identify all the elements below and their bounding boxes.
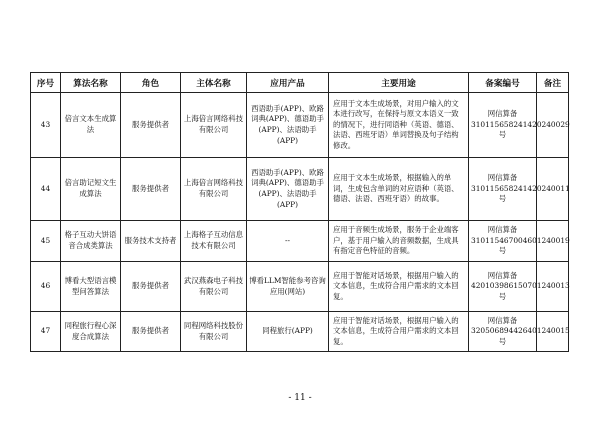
cell-filing-no: 网信算备420103986150701240013号 [469,262,537,312]
cell-product: -- [247,221,329,262]
cell-filing-no: 网信算备310115658241420240011号 [469,158,537,221]
cell-entity: 上海倍言网络科技有限公司 [181,158,247,221]
cell-role: 服务提供者 [121,158,181,221]
header-usage: 主要用途 [329,73,469,93]
cell-role: 服务技术支持者 [121,221,181,262]
header-product: 应用产品 [247,73,329,93]
cell-seq: 44 [31,158,61,221]
cell-role: 服务提供者 [121,93,181,158]
page-number: - 11 - [288,393,312,403]
cell-seq: 43 [31,93,61,158]
table-row [31,221,569,262]
header-entity: 主体名称 [181,73,247,93]
cell-usage: 应用于音频生成场景，服务于企业端客户，基于用户输入的音频数据，生成具有指定音色特征的音频。 [329,221,469,262]
table-row [31,312,569,352]
cell-filing-no: 网信算备310115467004601240019号 [469,221,537,262]
cell-algo-name: 倍言文本生成算法 [61,93,121,158]
cell-seq: 47 [31,312,61,352]
table-row [31,262,569,312]
cell-usage: 应用于智能对话场景，根据用户输入的文本信息，生成符合用户需求的文本回复。 [329,262,469,312]
cell-usage: 应用于智能对话场景，根据用户输入的文本信息，生成符合用户需求的文本回复。 [329,312,469,352]
cell-algo-name: 格子互动大饼语音合成类算法 [61,221,121,262]
cell-algo-name: 博看大型语言模型问答算法 [61,262,121,312]
cell-filing-no: 网信算备310115658241420240029号 [469,93,537,158]
cell-role: 服务提供者 [121,312,181,352]
header-role: 角色 [121,73,181,93]
algorithm-filing-table [30,72,569,352]
cell-seq: 45 [31,221,61,262]
cell-algo-name: 同程旅行程心深度合成算法 [61,312,121,352]
cell-seq: 46 [31,262,61,312]
cell-product: 博看LLM智能参考咨询应用(网站) [247,262,329,312]
cell-usage: 应用于文本生成场景，根据输入的单词，生成包含单词的对应语种（英语、德语、法语、西班牙语）的故事。 [329,158,469,221]
cell-algo-name: 倍言助记短文生成算法 [61,158,121,221]
header-algo-name: 算法名称 [61,73,121,93]
cell-filing-no: 网信算备320506894426401240015号 [469,312,537,352]
cell-usage: 应用于文本生成场景，对用户输入的文本进行改写，在保持与原文本语义一致的情况下，进行同语种（英语、德语、法语、西班牙语）单词替换及句子结构修改。 [329,93,469,158]
cell-product: 西语助手(APP)、欧路词典(APP)、德语助手(APP)、法语助手(APP) [247,93,329,158]
cell-entity: 上海倍言网络科技有限公司 [181,93,247,158]
cell-entity: 上海格子互动信息技术有限公司 [181,221,247,262]
cell-role: 服务提供者 [121,262,181,312]
cell-entity: 同程网络科技股份有限公司 [181,312,247,352]
table-row [31,158,569,221]
cell-product: 西语助手(APP)、欧路词典(APP)、德语助手(APP)、法语助手(APP) [247,158,329,221]
header-seq: 序号 [31,73,61,93]
cell-product: 同程旅行(APP) [247,312,329,352]
header-filing-no: 备案编号 [469,73,537,93]
table-header-row [31,73,569,93]
cell-entity: 武汉燕森电子科技有限公司 [181,262,247,312]
table-row [31,93,569,158]
header-note: 备注 [537,73,569,93]
